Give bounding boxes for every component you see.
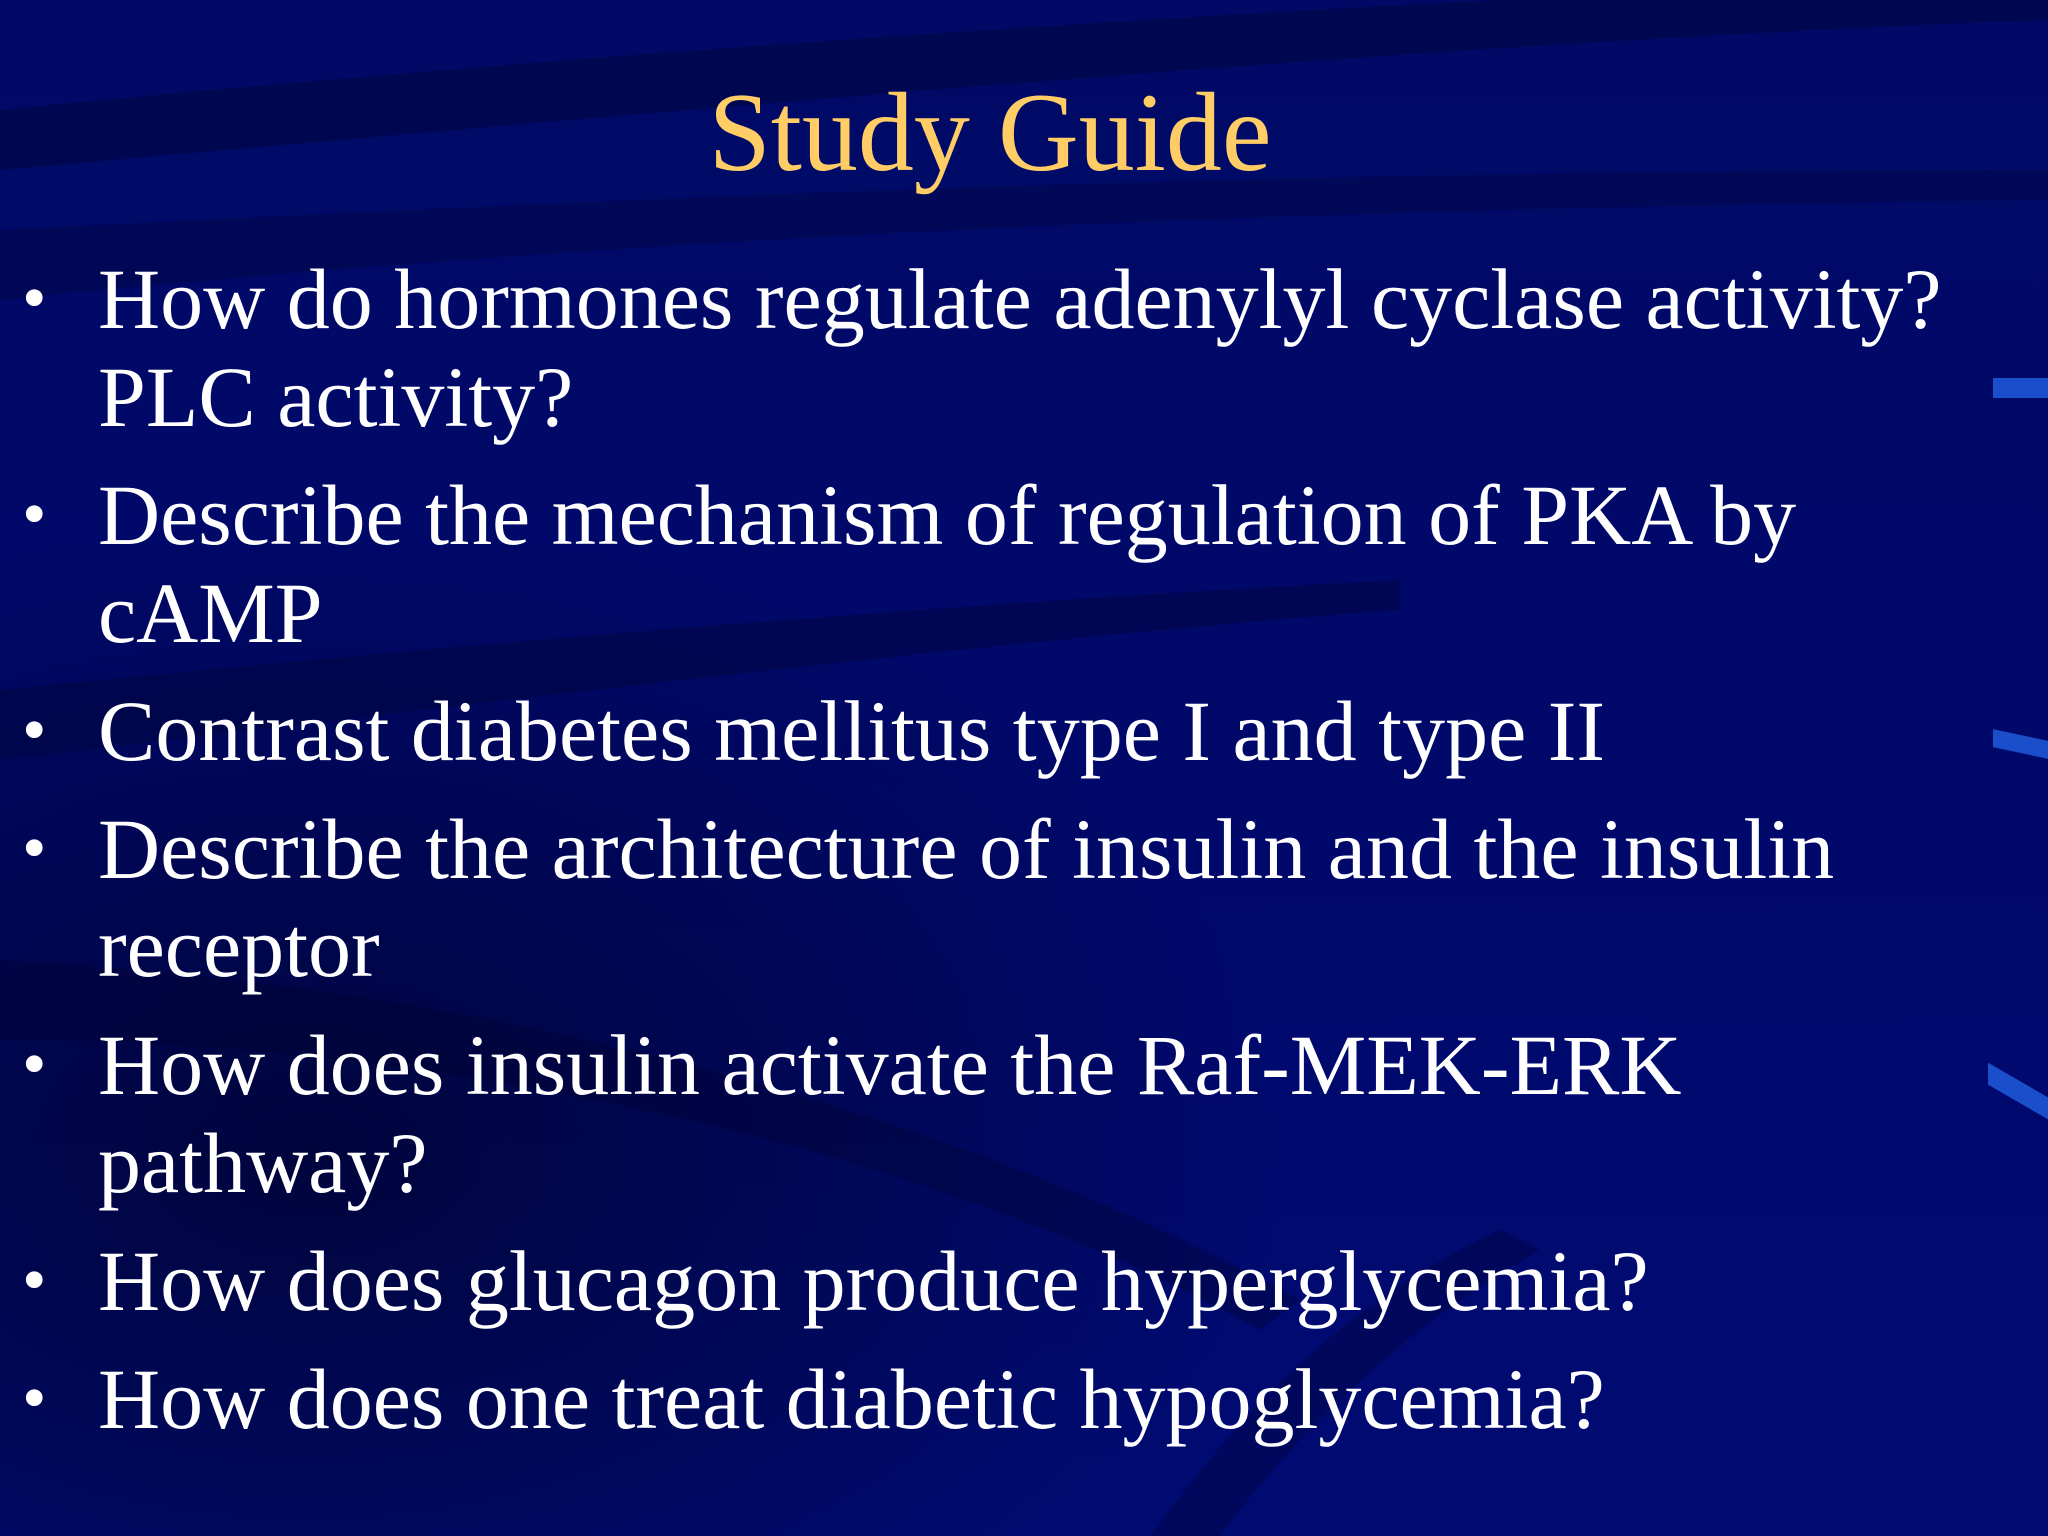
bullet-text: Contrast diabetes mellitus type I and type II <box>98 683 1606 779</box>
accent-bar-top <box>1993 378 2048 398</box>
slide-title: Study Guide <box>708 71 1272 195</box>
bullet-list <box>0 250 1980 1468</box>
bullet-item <box>0 800 1980 996</box>
bullet-text: How does insulin activate the Raf-MEK-ERK pathway? <box>98 1017 1682 1211</box>
bullet-item <box>0 1016 1980 1212</box>
bullet-glyph: • <box>22 1360 47 1437</box>
bullet-glyph: • <box>22 810 47 887</box>
bullet-text: How does glucagon produce hyperglycemia? <box>98 1233 1649 1329</box>
bullet-glyph: • <box>22 476 47 553</box>
bullet-glyph: • <box>22 692 47 769</box>
bullet-item <box>0 250 1980 446</box>
bullet-glyph: • <box>22 260 47 337</box>
bullet-glyph: • <box>22 1026 47 1103</box>
bullet-text: Describe the mechanism of regulation of PKA by cAMP <box>98 467 1797 661</box>
bullet-text: Describe the architecture of insulin and the insulin receptor <box>98 801 1835 995</box>
bullet-text: How do hormones regulate adenylyl cyclase activity? PLC activity? <box>98 251 1942 445</box>
bullet-text: How does one treat diabetic hypoglycemia? <box>98 1351 1605 1447</box>
bullet-item <box>0 1232 1980 1330</box>
bullet-item <box>0 1350 1980 1448</box>
bullet-glyph: • <box>22 1242 47 1319</box>
bullet-item <box>0 682 1980 780</box>
bullet-item <box>0 466 1980 662</box>
